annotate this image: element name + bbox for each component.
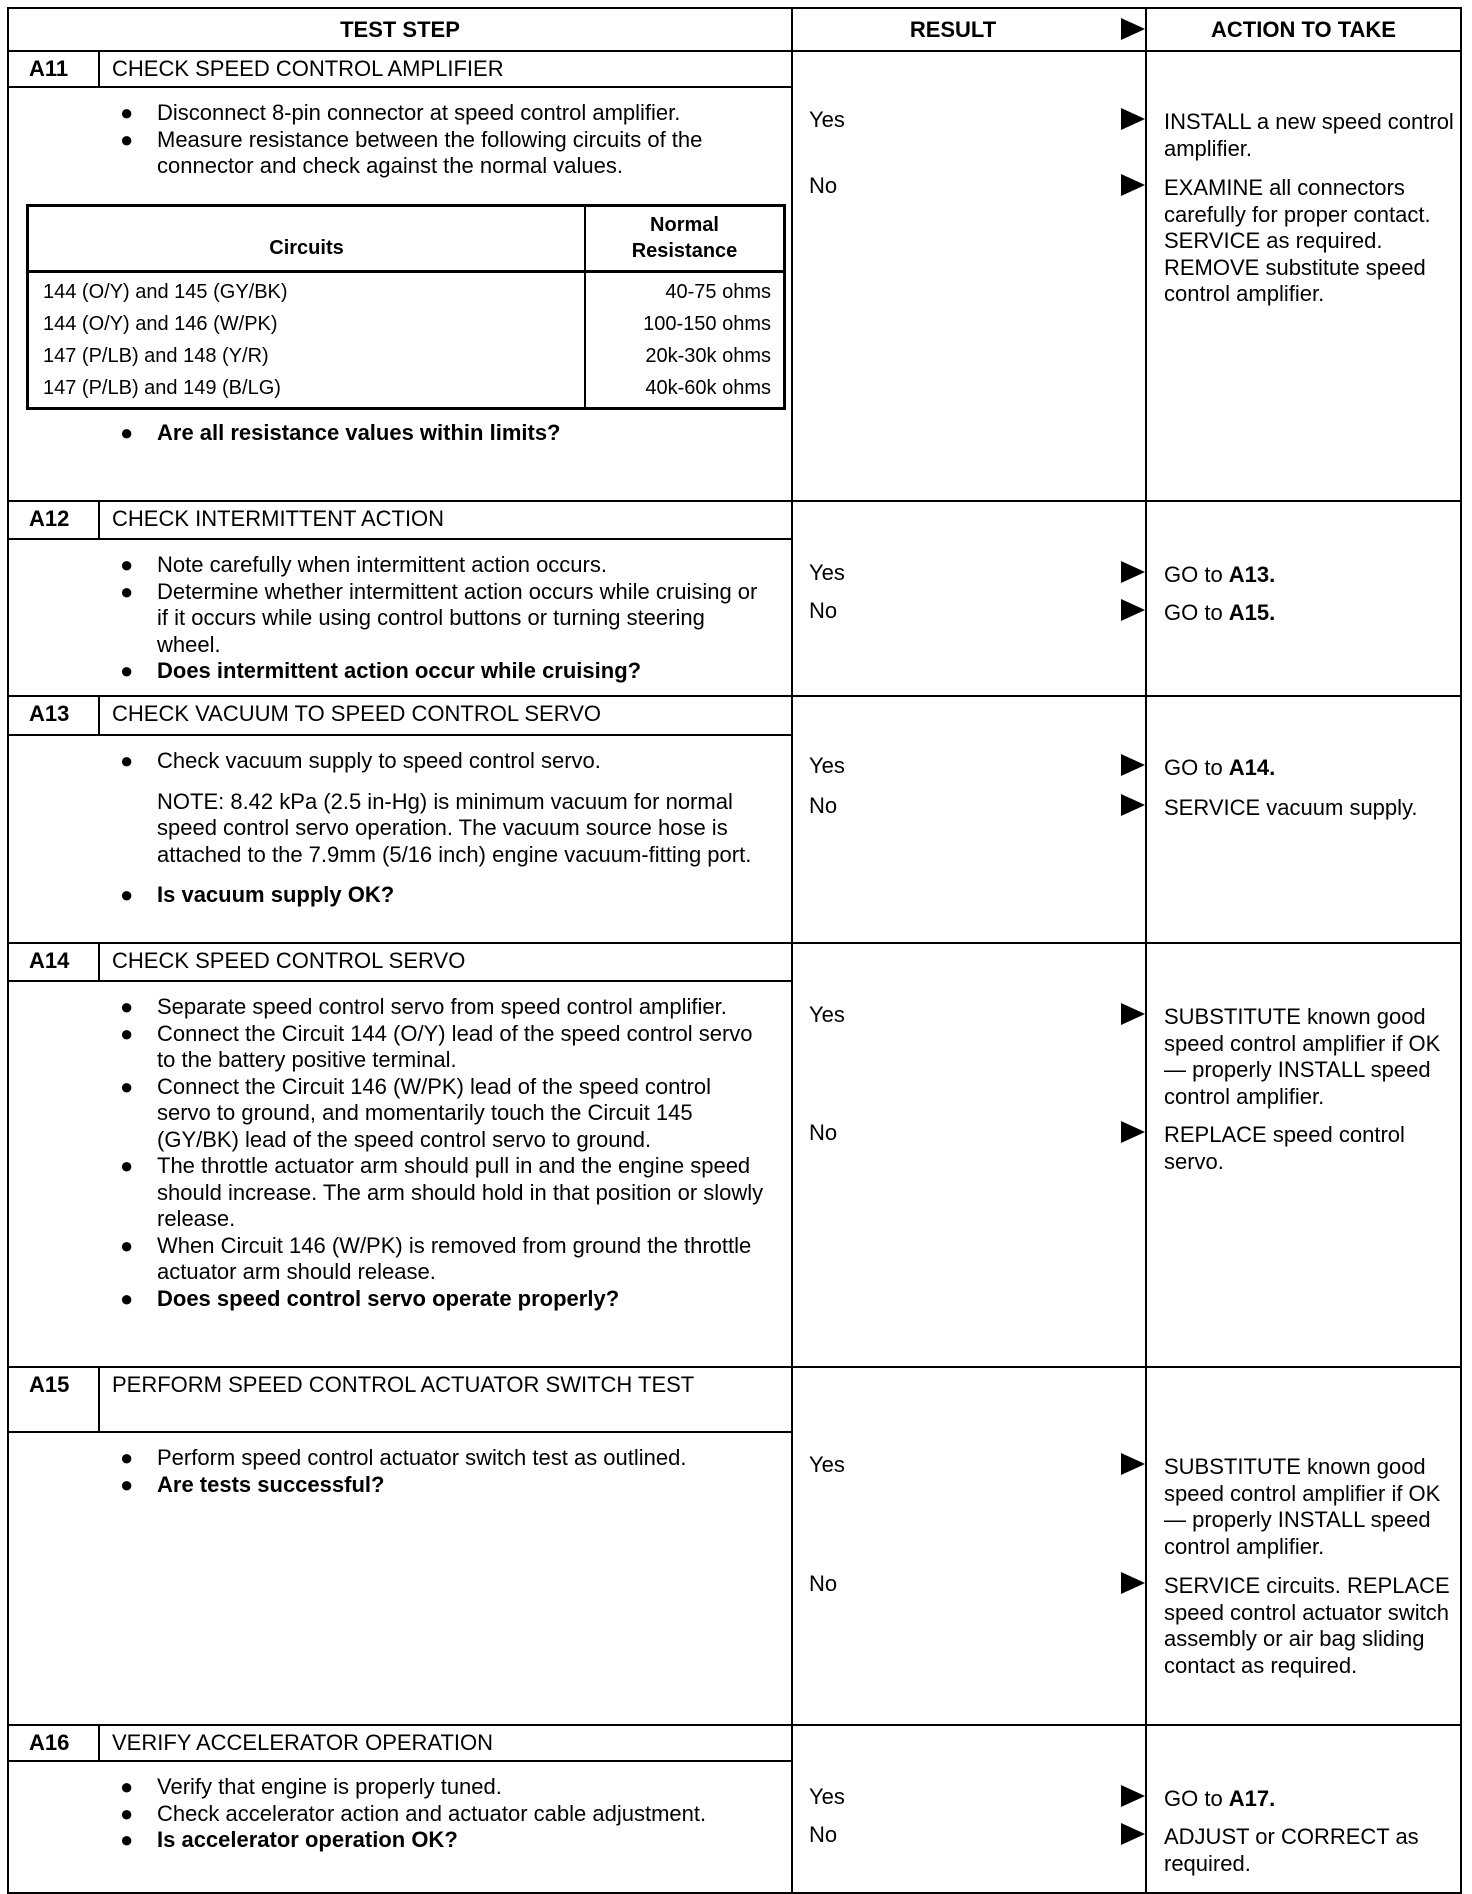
result-no: No [809, 1120, 838, 1145]
action-text [1164, 1452, 1458, 1560]
step-question [9, 420, 765, 447]
circuits-cell: 147 (P/LB) and 149 (B/LG) [43, 376, 281, 399]
bullet-icon: ● [120, 1471, 134, 1497]
instruction-text: Are tests successful? [157, 1471, 385, 1497]
result-yes: Yes [809, 107, 845, 132]
action-part: EXAMINE all connectors carefully for proper contact. SERVICE as required. REMOVE substitute speed control amplifier. [1164, 175, 1431, 306]
instruction-text: Are all resistance values within limits? [157, 419, 561, 445]
arrow-right-icon [1121, 1785, 1145, 1807]
action-text [1164, 793, 1458, 822]
instruction-text: Disconnect 8-pin connector at speed control amplifier. [157, 100, 681, 125]
bullet-icon: ● [120, 1827, 134, 1852]
action-part: SERVICE circuits. REPLACE speed control actuator switch assembly or air bag sliding contact as required. [1164, 1573, 1450, 1678]
instruction-text: Is accelerator operation OK? [157, 1827, 458, 1852]
result-no: No [809, 173, 838, 198]
action-part: ADJUST or CORRECT as required. [1164, 1824, 1419, 1876]
bullet-icon: ● [120, 126, 134, 152]
arrow-right-icon [1121, 1572, 1145, 1594]
bullet-icon: ● [120, 1232, 134, 1258]
bullet-icon: ● [120, 419, 134, 445]
resistance-cell: 40k-60k ohms [645, 376, 771, 399]
test-step-a13 [9, 697, 1460, 944]
action-part: A15. [1228, 600, 1276, 625]
bullet-icon: ● [120, 1073, 134, 1099]
action-part: GO to [1164, 755, 1229, 780]
resistance-cell: 40-75 ohms [665, 280, 771, 303]
instruction-text: The throttle actuator arm should pull in and the engine speed should increase. The arm should hold in that position or slowly release. [157, 1153, 764, 1231]
test-step-a15 [9, 1368, 1460, 1726]
bullet-icon: ● [120, 552, 134, 577]
table-row [29, 343, 783, 375]
test-step-a12 [9, 502, 1460, 697]
step-title-row [9, 52, 791, 88]
circuits-cell: 147 (P/LB) and 148 (Y/R) [43, 344, 269, 367]
result-group [9, 173, 1460, 308]
result-no: No [809, 1571, 838, 1596]
header-test-step: TEST STEP [340, 17, 460, 42]
step-number: A13 [9, 697, 100, 734]
action-text [1164, 598, 1458, 627]
header-result: RESULT [909, 17, 997, 42]
step-title: PERFORM SPEED CONTROL ACTUATOR SWITCH TEST [112, 1372, 695, 1397]
result-group [9, 753, 1460, 782]
instruction-text: Check accelerator action and actuator cable adjustment. [157, 1800, 707, 1826]
arrow-right-icon [1121, 794, 1145, 816]
instruction-text: Separate speed control servo from speed control amplifier. [157, 994, 727, 1019]
action-text [1164, 173, 1458, 308]
table-header [9, 9, 1460, 52]
action-text [1164, 1822, 1458, 1877]
instruction-text: Does speed control servo operate properly? [157, 1285, 620, 1311]
instruction-text: Does intermittent action occur while cruising? [157, 658, 642, 683]
action-text [1164, 107, 1458, 162]
result-group [9, 1002, 1460, 1110]
result-group [9, 1452, 1460, 1560]
diagnostic-table [7, 7, 1462, 1894]
step-title-row [9, 502, 791, 540]
result-group [9, 1784, 1460, 1813]
bullet-icon: ● [120, 1153, 134, 1178]
action-part: INSTALL a new speed control amplifier. [1164, 109, 1454, 161]
step-title: CHECK VACUUM TO SPEED CONTROL SERVO [112, 701, 601, 726]
bullet-icon: ● [120, 578, 134, 604]
result-yes: Yes [809, 560, 845, 585]
action-text [1164, 1002, 1458, 1110]
result-no: No [809, 793, 838, 818]
bullet-icon: ● [120, 1800, 134, 1826]
arrow-right-icon [1121, 108, 1145, 130]
step-title: CHECK SPEED CONTROL AMPLIFIER [112, 56, 504, 81]
step-number: A16 [9, 1726, 100, 1760]
arrow-right-icon [1121, 18, 1145, 40]
step-number: A14 [9, 944, 100, 980]
action-part: A14. [1228, 755, 1276, 780]
step-note: NOTE: 8.42 kPa (2.5 in-Hg) is minimum vacuum for normal speed control servo operation. The vacuum source hose is attached to the 7.9mm (5/16 inch) engine vacuum-fitting port. [157, 788, 752, 867]
instruction-text: Is vacuum supply OK? [157, 882, 395, 907]
bullet-icon: ● [120, 658, 134, 683]
bullet-icon: ● [120, 882, 134, 907]
action-part: SERVICE vacuum supply. [1164, 795, 1418, 820]
instruction-text: Measure resistance between the following circuits of the connector and check against the normal values. [157, 126, 703, 178]
result-group [9, 1571, 1460, 1679]
resistance-cell: 100-150 ohms [643, 312, 771, 335]
result-yes: Yes [809, 753, 845, 778]
step-number: A15 [9, 1368, 100, 1431]
action-text [1164, 753, 1458, 782]
arrow-right-icon [1121, 599, 1145, 621]
result-group [9, 793, 1460, 822]
action-part: SUBSTITUTE known good speed control amplifier if OK — properly INSTALL speed control amplifier. [1164, 1004, 1441, 1109]
result-group [9, 107, 1460, 162]
step-number: A11 [9, 52, 100, 86]
table-row [29, 311, 783, 343]
test-step-a16 [9, 1726, 1460, 1892]
instruction-text: Determine whether intermittent action occurs while cruising or if it occurs while using control buttons or turning steering wheel. [157, 578, 758, 657]
arrow-right-icon [1121, 561, 1145, 583]
arrow-right-icon [1121, 174, 1145, 196]
instruction-text: Perform speed control actuator switch test as outlined. [157, 1445, 687, 1470]
circuits-cell: 144 (O/Y) and 146 (W/PK) [43, 312, 278, 335]
bullet-icon: ● [120, 1285, 134, 1311]
result-group [9, 598, 1460, 627]
bullet-icon: ● [120, 748, 134, 773]
bullet-icon: ● [120, 1445, 134, 1470]
result-yes: Yes [809, 1002, 845, 1027]
result-yes: Yes [809, 1452, 845, 1477]
step-title-row [9, 1726, 791, 1762]
step-question [9, 658, 765, 685]
header-action: ACTION TO TAKE [1211, 17, 1396, 42]
resistance-cell: 20k-30k ohms [645, 344, 771, 367]
bullet-icon: ● [120, 100, 134, 125]
action-text [1164, 560, 1458, 589]
circuits-cell: 144 (O/Y) and 145 (GY/BK) [43, 280, 288, 303]
action-part: GO to [1164, 1786, 1229, 1811]
test-step-a14 [9, 944, 1460, 1368]
arrow-right-icon [1121, 1453, 1145, 1475]
step-number: A12 [9, 502, 100, 538]
test-step-a11 [9, 52, 1460, 502]
table-row [29, 375, 783, 407]
arrow-right-icon [1121, 1823, 1145, 1845]
action-part: REPLACE speed control servo. [1164, 1122, 1405, 1174]
step-question [9, 882, 765, 909]
instruction-text: Verify that engine is properly tuned. [157, 1774, 502, 1799]
step-title-row [9, 1368, 791, 1433]
result-group [9, 560, 1460, 589]
bullet-icon: ● [120, 1020, 134, 1046]
bullet-icon: ● [120, 1774, 134, 1799]
action-part: GO to [1164, 562, 1229, 587]
action-part: A17. [1228, 1786, 1276, 1811]
instruction-text: Connect the Circuit 146 (W/PK) lead of the speed control servo to ground, and momentarily touch the Circuit 145 (GY/BK) lead of the speed control servo to ground. [157, 1073, 711, 1152]
action-part: GO to [1164, 600, 1229, 625]
result-group [9, 1822, 1460, 1877]
step-title: VERIFY ACCELERATOR OPERATION [112, 1730, 494, 1755]
result-no: No [809, 1822, 838, 1847]
instruction-text: Connect the Circuit 144 (O/Y) lead of the speed control servo to the battery positive terminal. [157, 1020, 753, 1072]
col-circuits: Circuits [269, 236, 344, 259]
step-instruction [9, 1233, 765, 1286]
col-normal-resistance-line1: Normal [650, 213, 719, 236]
result-yes: Yes [809, 1784, 845, 1809]
instruction-text: Check vacuum supply to speed control servo. [157, 748, 601, 773]
action-text [1164, 1571, 1458, 1679]
action-part: A13. [1228, 562, 1276, 587]
result-no: No [809, 598, 838, 623]
result-group [9, 1120, 1460, 1175]
step-question [9, 1286, 765, 1313]
step-title-row [9, 944, 791, 982]
action-text [1164, 1120, 1458, 1175]
action-text [1164, 1784, 1458, 1813]
step-title: CHECK INTERMITTENT ACTION [112, 506, 445, 531]
sections [9, 52, 1460, 1892]
action-part: SUBSTITUTE known good speed control amplifier if OK — properly INSTALL speed control amplifier. [1164, 1454, 1441, 1559]
arrow-right-icon [1121, 1121, 1145, 1143]
arrow-right-icon [1121, 1003, 1145, 1025]
instruction-text: When Circuit 146 (W/PK) is removed from ground the throttle actuator arm should release. [157, 1232, 752, 1284]
instruction-text: Note carefully when intermittent action occurs. [157, 552, 607, 577]
step-title: CHECK SPEED CONTROL SERVO [112, 948, 466, 973]
bullet-icon: ● [120, 994, 134, 1019]
arrow-right-icon [1121, 754, 1145, 776]
col-normal-resistance-line2: Resistance [631, 239, 738, 262]
step-title-row [9, 697, 791, 736]
